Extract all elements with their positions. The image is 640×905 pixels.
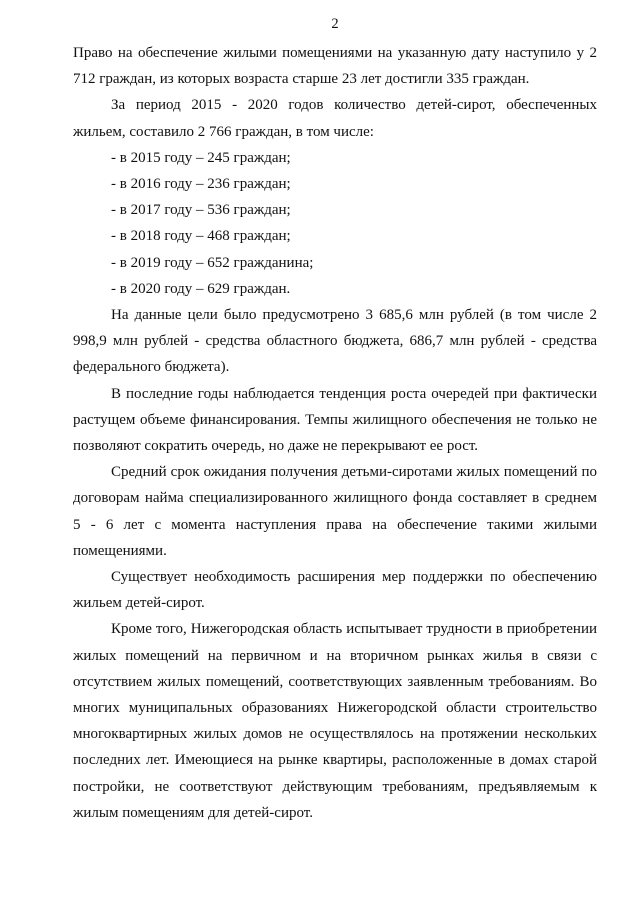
paragraph-queue-trend: В последние годы наблюдается тенденция роста очередей при фактически растущем объеме финансирования. Темпы жилищного обеспечения не только не позволяют сократить очередь, но даже не перекрывают ее рост. [73, 385, 597, 455]
list-item-2017: - в 2017 году – 536 граждан; [111, 202, 291, 219]
list-item-2015: - в 2015 году – 245 граждан; [111, 149, 291, 166]
list-item-2019: - в 2019 году – 652 гражданина; [111, 254, 314, 271]
list-item-2018: - в 2018 году – 468 граждан; [111, 228, 291, 245]
list-item-2016: - в 2016 году – 236 граждан; [111, 176, 291, 193]
paragraph-housing-difficulties: Кроме того, Нижегородская область испытывает трудности в приобретении жилых помещений на первичном и на вторичном рынках жилья в связи с отсутствием жилых помещений, соответствующих заявленным требованиям. Во многих муниципальных образованиях Нижегородской области строительство многоквартирных жилых домов не осуществлялось на протяжении нескольких последних лет. Имеющиеся на рынке квартиры, расположенные в домах старой постройки, не соответствуют действующим требованиям, предъявляемым к жилым помещениям для детей-сирот. [73, 621, 597, 821]
paragraph-period-summary: За период 2015 - 2020 годов количество детей-сирот, обеспеченных жильем, составило 2 766 граждан, в том числе: [73, 97, 597, 140]
paragraph-waiting-time: Средний срок ожидания получения детьми-сиротами жилых помещений по договорам найма специализированного жилищного фонда составляет в среднем 5 - 6 лет с момента наступления права на обеспечение такими жилыми помещениями. [73, 464, 597, 559]
list-item-2020: - в 2020 году – 629 граждан. [111, 280, 291, 297]
paragraph-entitlement: Право на обеспечение жилыми помещениями на указанную дату наступило у 2 712 граждан, из которых возраста старше 23 лет достигли 335 граждан. [73, 45, 597, 88]
paragraph-funding: На данные цели было предусмотрено 3 685,6 млн рублей (в том числе 2 998,9 млн рублей - средства областного бюджета, 686,7 млн рублей - средства федерального бюджета). [73, 307, 597, 376]
paragraph-support-need: Существует необходимость расширения мер поддержки по обеспечению жильем детей-сирот. [73, 569, 597, 612]
page-number: 2 [331, 16, 339, 32]
